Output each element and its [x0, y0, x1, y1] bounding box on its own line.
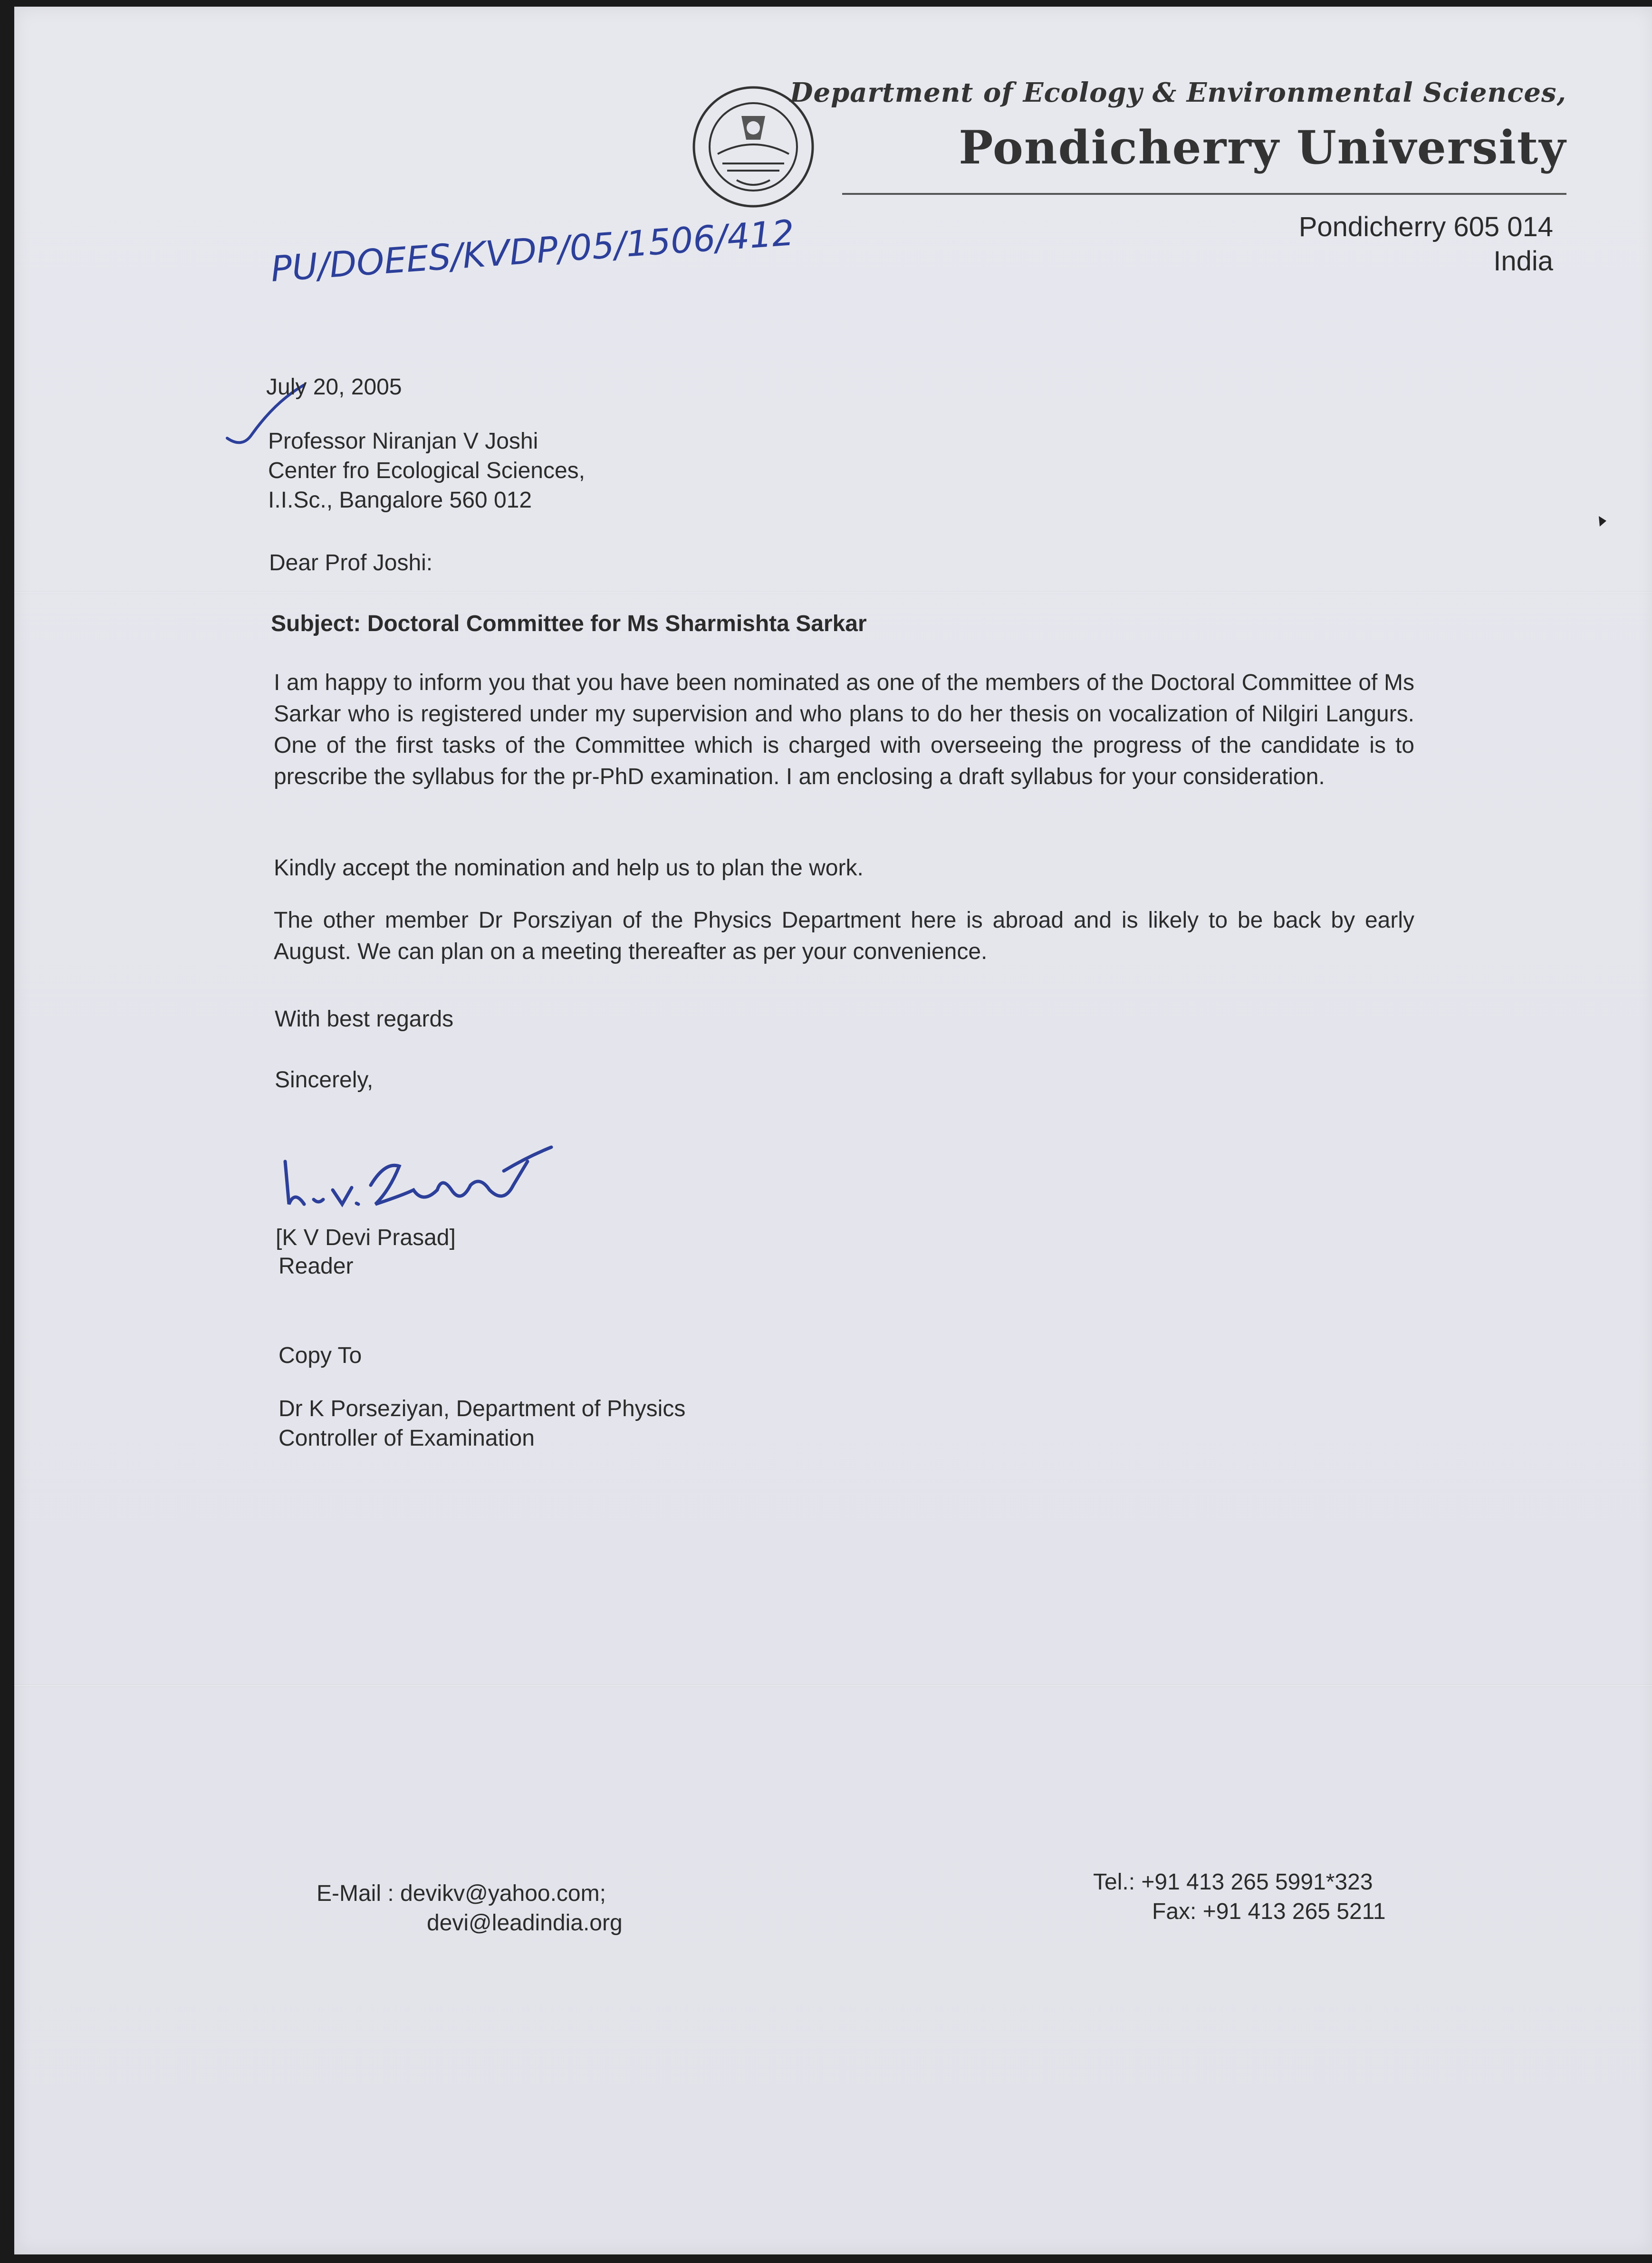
closing-line: With best regards	[275, 1007, 454, 1032]
email-address-2: devi@leadindia.org	[427, 1910, 623, 1936]
copy-to-line-1: Dr K Porseziyan, Department of Physics	[279, 1396, 686, 1421]
sign-off: Sincerely,	[275, 1067, 374, 1093]
footer-phone	[1093, 1868, 1386, 1927]
body-paragraph-3: The other member Dr Porsziyan of the Physics Department here is abroad and is likely to be back by early August. We can plan on a meeting thereafter as per your convenience.	[274, 908, 1414, 964]
recipient-org: Center fro Ecological Sciences,	[268, 458, 585, 483]
recipient-city: I.I.Sc., Bangalore 560 012	[268, 488, 532, 513]
body-paragraph-1: I am happy to inform you that you have been nominated as one of the members of the Doctoral Committee of Ms Sarkar who is registered under my supervision and who plans to do her thesis on vocalization of Nilgiri Langurs. One of the first tasks of the Committee which is charged with overseeing the progress of the candidate is to prescribe the syllabus for the pr-PhD examination. I am enclosing a draft syllabus for your consideration.	[274, 670, 1414, 789]
copy-to-label: Copy To	[279, 1343, 362, 1368]
department-name: Department of Ecology & Environmental Sciences,	[789, 77, 1566, 108]
letter-date: July 20, 2005	[266, 374, 402, 400]
address-country: India	[1493, 246, 1553, 277]
letterhead-rule	[842, 193, 1566, 195]
fold-line	[14, 591, 1652, 594]
copy-to-recipients	[279, 1394, 685, 1453]
address-city: Pondicherry 605 014	[1298, 211, 1553, 242]
signatory-title: Reader	[279, 1254, 354, 1279]
letter-page	[14, 7, 1652, 2254]
body-paragraph-2: Kindly accept the nomination and help us to plan the work.	[274, 855, 864, 881]
subject-line: Subject: Doctoral Committee for Ms Sharmishta Sarkar	[271, 611, 867, 636]
fold-line	[14, 1684, 1652, 1687]
handwritten-signature	[280, 1133, 556, 1223]
recipient-address	[268, 427, 585, 515]
fax: Fax: +91 413 265 5211	[1152, 1899, 1386, 1924]
ink-speck-icon	[1597, 515, 1607, 527]
telephone: Tel.: +91 413 265 5991*323	[1093, 1870, 1373, 1895]
signatory-name: [K V Devi Prasad]	[276, 1225, 456, 1250]
email-label: E-Mail :	[317, 1881, 394, 1906]
university-address	[1299, 210, 1553, 278]
email-address-1: devikv@yahoo.com;	[400, 1881, 606, 1906]
university-name: Pondicherry University	[959, 121, 1566, 174]
salutation: Dear Prof Joshi:	[269, 550, 433, 575]
handwritten-reference-number: PU/DOEES/KVDP/05/1506/412	[269, 212, 796, 290]
copy-to-line-2: Controller of Examination	[279, 1426, 535, 1451]
footer-email	[317, 1879, 623, 1938]
recipient-name: Professor Niranjan V Joshi	[268, 429, 538, 454]
